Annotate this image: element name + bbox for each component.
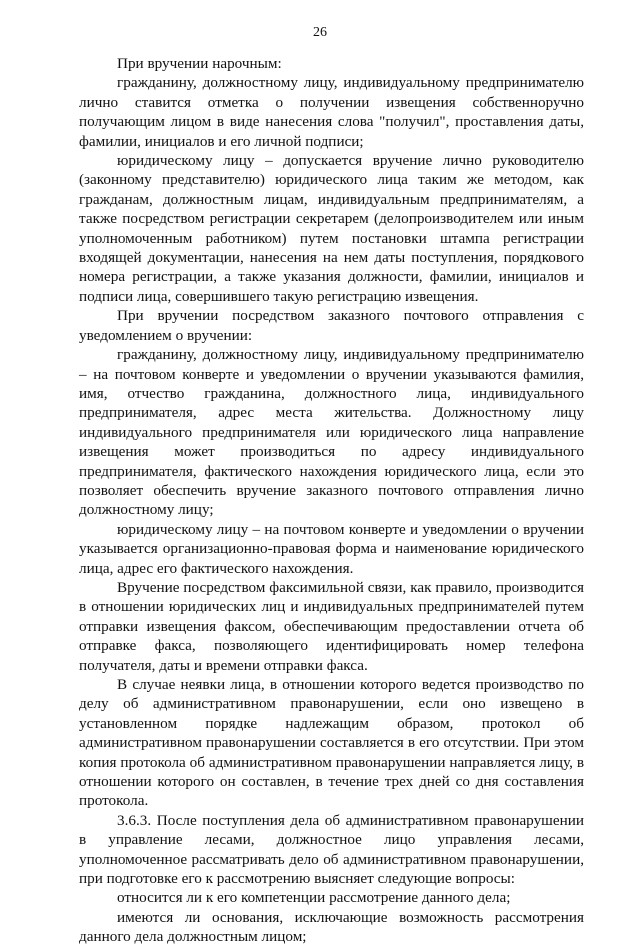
paragraph-mail-citizen: гражданину, должностному лицу, индивидуальному предпринимателю – на почтовом конверте и уведомлении о вручении указываются фамилия, имя, отчество гражданина, должностного лица, индивидуального предпринимателя, адрес места жительства. Должностному лицу индивидуального предпринимателя или юридического лица направление извещения может производиться по адресу индивидуального предпринимателя, фактического нахождения юридического лица, если это позволяет обеспечить вручение заказного почтового отправления лично должностному лицу; <box>79 346 584 519</box>
paragraph-delivery-by-mail: При вручении посредством заказного почтового отправления с уведомлением о вручении: <box>79 307 584 344</box>
paragraph-courier-legal-entity: юридическому лицу – допускается вручение лично руководителю (законному представителю) юридического лица таким же методом, как гражданам, должностным лицам, индивидуальным предпринимателям, а также посредством регистрации секретарем (делопроизводителем или иным уполномоченным работником) путем постановки штампа регистрации входящей документации, нанесения на нем даты поступления, порядкового номера регистрации, а также указания должности, фамилии, инициалов и подписи лица, совершившего такую регистрацию извещения. <box>79 152 584 305</box>
page-number: 26 <box>313 25 327 40</box>
paragraph-courier-citizen: гражданину, должностному лицу, индивидуальному предпринимателю лично ставится отметка о получении извещения собственноручно получающим лицом в виде нанесения слова "получил", проставления даты, фамилии, инициалов и его личной подписи; <box>79 74 584 150</box>
paragraph-competence-question: относится ли к его компетенции рассмотрение данного дела; <box>117 889 511 907</box>
paragraph-mail-legal-entity: юридическому лицу – на почтовом конверте и уведомлении о вручении указывается организационно-правовая форма и наименование юридического лица, адрес его фактического нахождения. <box>79 520 584 577</box>
paragraph-non-appearance: В случае неявки лица, в отношении которого ведется производство по делу об административном правонарушении, если оно извещено в установленном порядке надлежащим образом, протокол об административном правонарушении составляется в его отсутствии. При этом копия протокола об административном правонарушении направляется лицу, в отношении которого он составлен, в течение трех дней со дня составления протокола. <box>79 676 584 810</box>
paragraph-fax-delivery: Вручение посредством факсимильной связи, как правило, производится в отношении юридических лиц и индивидуальных предпринимателей путем отправки извещения факсом, обеспечивающим предоставлении отчета об отправке факса, позволяющего идентифицировать номер телефона получателя, даты и времени отправки факса. <box>79 578 584 674</box>
paragraph-exclusion-grounds-question: имеются ли основания, исключающие возможность рассмотрения данного дела должностным лицом; <box>79 908 584 946</box>
paragraph-delivery-by-courier: При вручении нарочным: <box>117 55 282 72</box>
document-body <box>79 54 584 947</box>
paragraph-section-3-6-3: 3.6.3. После поступления дела об административном правонарушении в управление лесами, должностное лицо управления лесами, уполномоченное рассматривать дело об административном правонарушении, при подготовке его к рассмотрению выясняет следующие вопросы: <box>79 811 584 888</box>
